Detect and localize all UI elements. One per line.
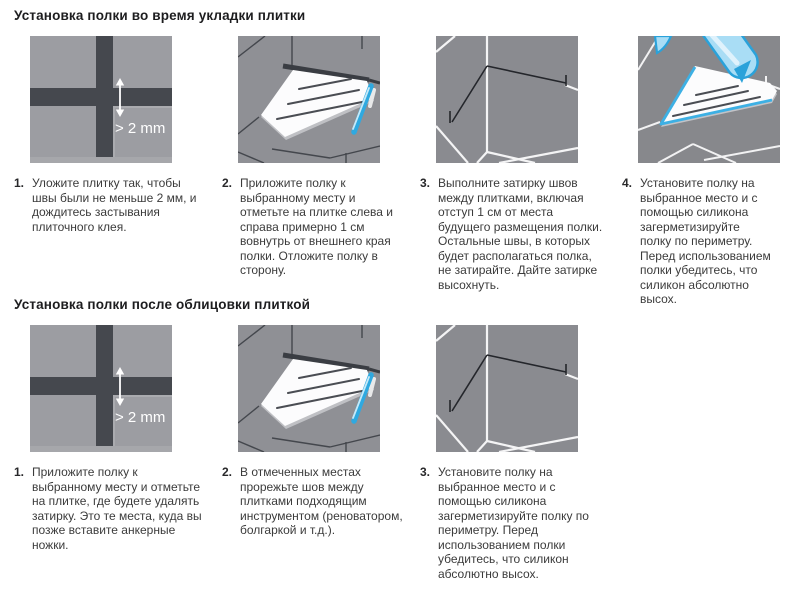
empty-cell bbox=[622, 325, 786, 452]
section-during-tiling bbox=[0, 8, 800, 307]
step-text: Выполните затирку швов между плитками, включая отступ 1 см от места будущего размещения полки. Остальные швы, в которых будет располагаться полка, не затирайте. Дайте затирке высохнуть. bbox=[438, 176, 603, 292]
step-number: 1. bbox=[14, 176, 25, 190]
step-text: Уложите плитку так, чтобы швы были не меньше 2 мм, и дождитесь застывания плиточного клея. bbox=[32, 176, 197, 234]
empty-cell bbox=[622, 465, 786, 581]
step-item bbox=[14, 465, 222, 581]
step-number: 1. bbox=[14, 465, 25, 479]
section-after-tiling bbox=[0, 297, 800, 581]
step-text: Установите полку на выбранное место и с помощью силикона загерметизируйте полку по периметру. Перед использованием полки убедитесь, что силикон абсолютно высох. bbox=[640, 176, 771, 306]
step-text: Приложите полку к выбранному месту и отметьте на плитке слева и справа примерно 1 см вовнутрь от внешнего края полки. Отложите полку в сторону. bbox=[240, 176, 393, 277]
step-number: 2. bbox=[222, 465, 233, 479]
section-title: Установка полки после облицовки плиткой bbox=[14, 297, 311, 312]
step-item bbox=[222, 465, 420, 581]
steps-row bbox=[0, 176, 800, 307]
grout-seams-illustration bbox=[436, 36, 578, 163]
step-number: 2. bbox=[222, 176, 233, 190]
steps-row bbox=[0, 465, 800, 581]
step-number: 3. bbox=[420, 465, 431, 479]
shelf-marking-illustration bbox=[238, 325, 380, 452]
grout-seams-illustration bbox=[436, 325, 578, 452]
section-title: Установка полки во время укладки плитки bbox=[14, 8, 306, 23]
tile-gap-illustration bbox=[30, 325, 172, 452]
tile-gap-illustration bbox=[30, 36, 172, 163]
step-item bbox=[222, 176, 420, 307]
illustration-row bbox=[0, 36, 800, 163]
step-number: 3. bbox=[420, 176, 431, 190]
step-item bbox=[622, 176, 786, 307]
step-text: Приложите полку к выбранному месту и отметьте на плитке, где будете удалять затирку. Это те места, куда вы позже вставите анкерные ножки. bbox=[32, 465, 202, 552]
illustration-row bbox=[0, 325, 800, 452]
step-item bbox=[420, 176, 622, 307]
step-number: 4. bbox=[622, 176, 633, 190]
step-text: В отмеченных местах прорежьте шов между плитками подходящим инструментом (реноватором, болгаркой и т.д.). bbox=[240, 465, 403, 537]
shelf-silicone-illustration bbox=[638, 36, 780, 163]
shelf-marking-illustration bbox=[238, 36, 380, 163]
step-item bbox=[420, 465, 622, 581]
step-item bbox=[14, 176, 222, 307]
step-text: Установите полку на выбранное место и с помощью силикона загерметизируйте полку по периметру. Перед использованием полки убедитесь, что силикон абсолютно высох. bbox=[438, 465, 589, 581]
